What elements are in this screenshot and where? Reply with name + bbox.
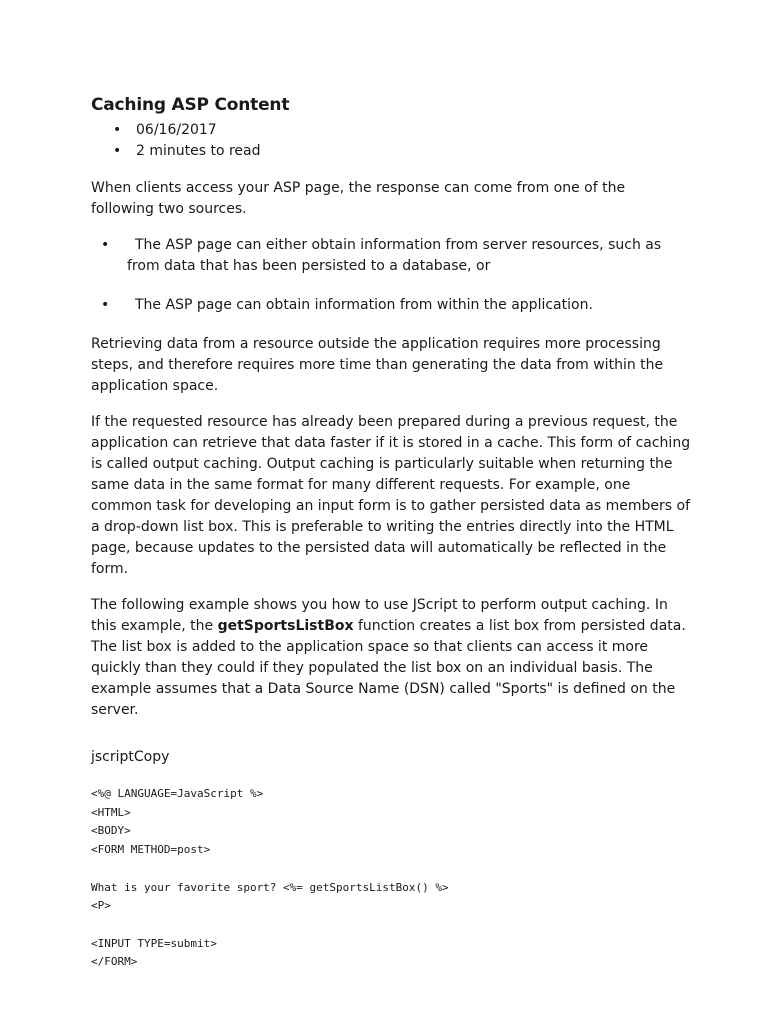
article-meta bbox=[91, 120, 691, 161]
publish-date: • 06/16/2017 bbox=[91, 120, 691, 141]
function-name: getSportsListBox bbox=[217, 618, 354, 634]
article bbox=[91, 94, 691, 972]
reading-time: • 2 minutes to read bbox=[91, 141, 691, 162]
caching-paragraph: If the requested resource has already been prepared during a previous request, the application can retrieve that data faster if it is stored in a cache. This form of caching is called output caching. Output caching is particularly suitable when returning the same data in the same format for many different requests. For example, one common task for developing an input form is to gather persisted data as members of a drop-down list box. This is preferable to writing the entries directly into the HTML page, because updates to the persisted data will automatically be reflected in the form. bbox=[91, 414, 691, 577]
list-item-text: • The ASP page can either obtain information from server resources, such as from data that has been persisted to a database, or bbox=[127, 237, 662, 274]
intro-paragraph: When clients access your ASP page, the response can come from one of the following two sources. bbox=[91, 180, 626, 217]
code-language-label: jscriptCopy bbox=[91, 749, 170, 765]
example-paragraph bbox=[91, 595, 691, 721]
example-text-before: The following example shows you how to use JScript to perform output caching. In this example, the bbox=[91, 597, 668, 634]
list-item-text: • The ASP page can obtain information from within the application. bbox=[135, 297, 593, 313]
code-block: <%@ LANGUAGE=JavaScript %> <HTML> <BODY> <FORM METHOD=post> What is your favorite sport? <%= getSportsListBox() %> <P> <INPUT TYPE=submit> </FORM> bbox=[91, 787, 449, 969]
example-text-after: function creates a list box from persisted data. The list box is added to the application space so that clients can access it more quickly than they could if they populated the list box on an individual basis. The example assumes that a Data Source Name (DSN) called "Sports" is defined on the server. bbox=[91, 618, 686, 718]
sources-list bbox=[91, 235, 691, 316]
retrieving-paragraph: Retrieving data from a resource outside the application requires more processing steps, and therefore requires more time than generating the data from within the application space. bbox=[91, 336, 664, 394]
page-title: Caching ASP Content bbox=[91, 95, 290, 115]
list-item bbox=[91, 295, 691, 316]
list-item bbox=[91, 235, 691, 277]
